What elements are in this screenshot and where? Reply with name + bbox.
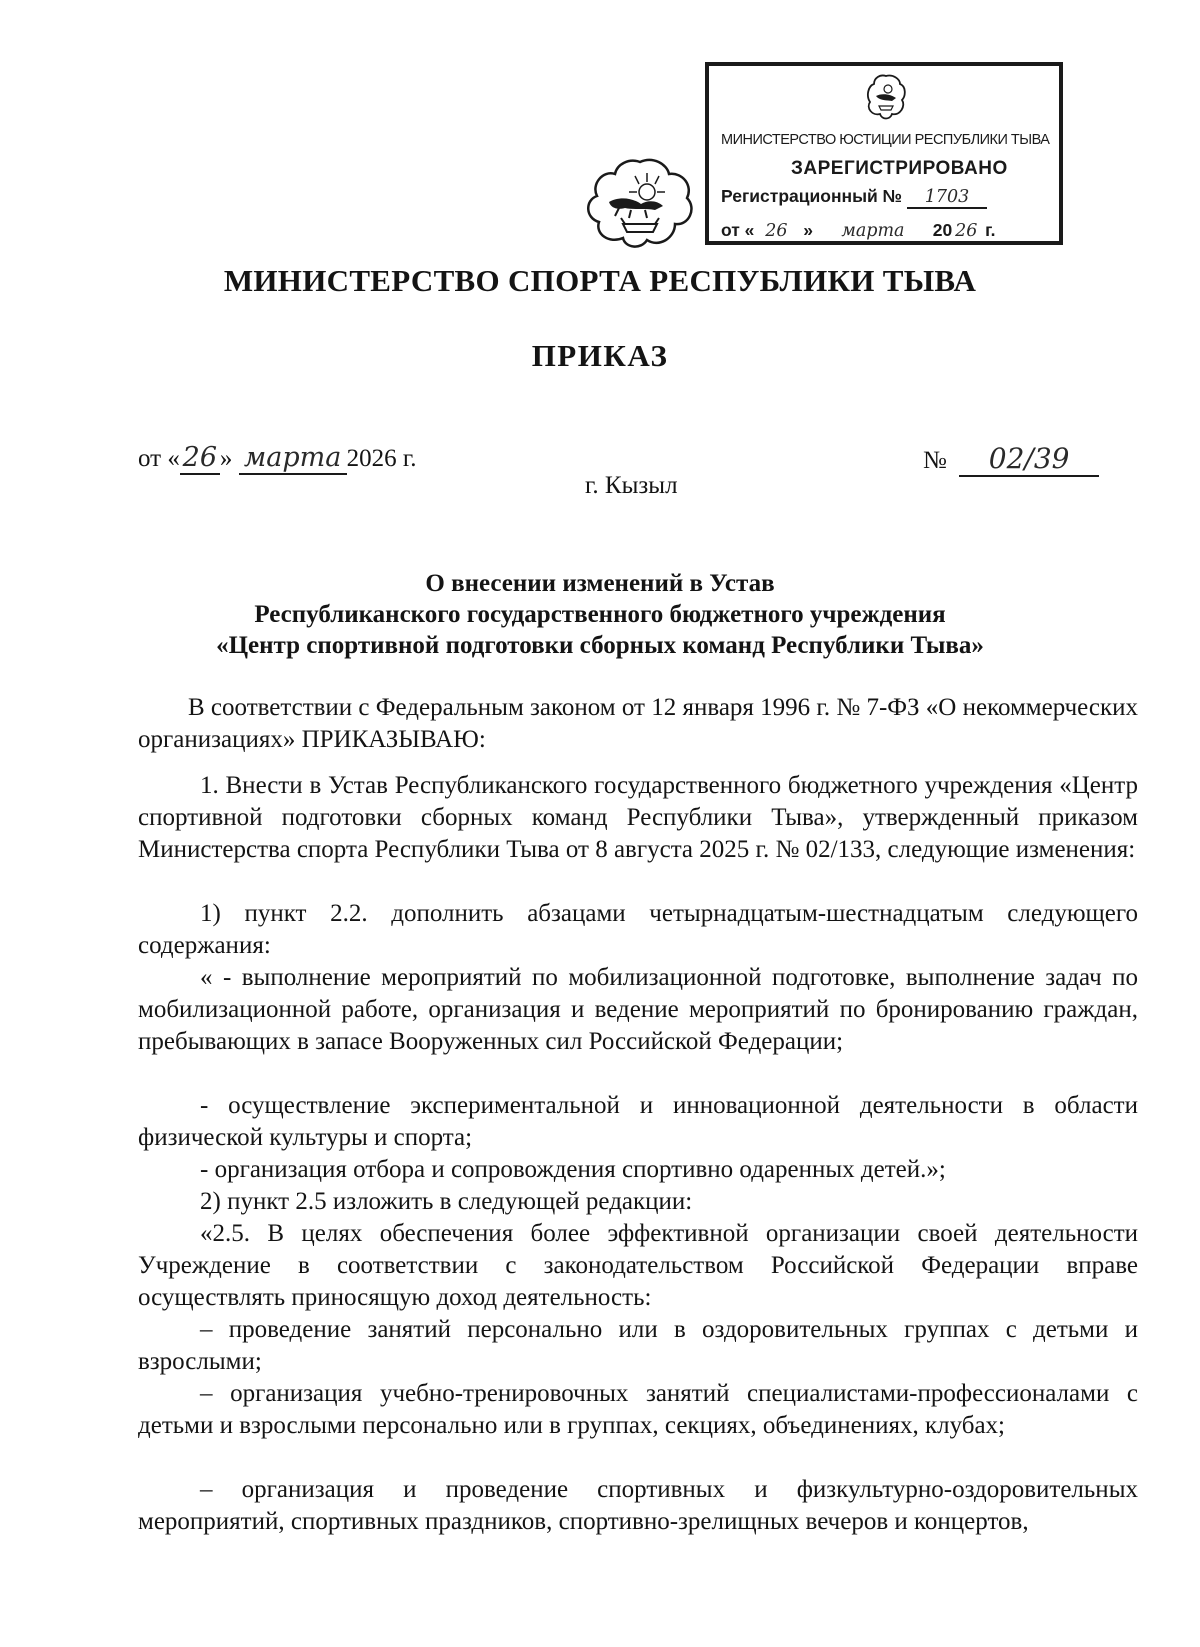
quoted-paragraph: - осуществление экспериментальной и инновационной деятельности в области физической культуры и спорта; [138, 1092, 1138, 1151]
stamp-date-row [721, 220, 996, 243]
tuva-emblem-icon [866, 74, 906, 120]
stamp-year-prefix: 20 [932, 220, 953, 240]
order-date [138, 442, 417, 475]
stamp-ministry-name: МИНИСТЕРСТВО ЮСТИЦИИ РЕСПУБЛИКИ ТЫВА [721, 132, 1050, 148]
subitem-2-paragraph: 2) пункт 2.5 изложить в следующей редакции: [200, 1188, 693, 1215]
tuva-emblem-icon [585, 158, 695, 250]
list-item: – проведение занятий персонально или в оздоровительных группах с детьми и взрослыми; [138, 1316, 1138, 1375]
item-1-paragraph: 1. Внести в Устав Республиканского государственного бюджетного учреждения «Центр спортивной подготовки сборных команд Республики Тыва», утвержденный приказом Министерства спорта Республики Тыва от 8 августа 2025 г. № 02/133, следующие изменения: [138, 772, 1138, 863]
stamp-reg-number: 1703 [907, 187, 987, 209]
order-day: 26 [180, 442, 220, 475]
subject-line: Республиканского государственного бюджетного учреждения [254, 601, 946, 628]
order-month: марта [239, 442, 347, 475]
order-date-prefix: от « [138, 445, 180, 472]
list-item: – организация и проведение спортивных и физкультурно-оздоровительных мероприятий, спортивных праздников, спортивно-зрелищных вечеров и концертов, [138, 1476, 1138, 1535]
stamp-year-end: г. [985, 220, 996, 240]
stamp-registration-row [721, 186, 987, 209]
order-date-sep: » [219, 445, 233, 472]
stamp-date-month: марта [818, 221, 928, 243]
intro-paragraph: В соответствии с Федеральным законом от 12 января 1996 г. № 7-ФЗ «О некоммерческих организациях» ПРИКАЗЫВАЮ: [138, 694, 1139, 753]
stamp-year-suffix: 26 [955, 221, 978, 241]
stamp-date-prefix: от « [721, 220, 755, 240]
list-item: – организация учебно-тренировочных занятий специалистами-профессионалами с детьми и взрослыми персонально или в группах, секциях, объединениях, клубах; [138, 1380, 1138, 1439]
subitem-1-paragraph: 1) пункт 2.2. дополнить абзацами четырнадцатым-шестнадцатым следующего содержания: [138, 900, 1138, 959]
stamp-status: ЗАРЕГИСТРИРОВАНО [791, 158, 1008, 179]
subject-line: «Центр спортивной подготовки сборных команд Республики Тыва» [216, 632, 984, 659]
order-city: г. Кызыл [585, 472, 678, 499]
order-number [923, 442, 1099, 477]
stamp-date-day: 26 [754, 221, 798, 243]
registration-stamp [705, 62, 1063, 245]
order-number-label: № [923, 447, 947, 474]
quoted-paragraph: - организация отбора и сопровождения спортивно одаренных детей.»; [200, 1156, 946, 1183]
stamp-date-sep: » [803, 220, 814, 240]
order-number-value: 02/39 [959, 442, 1099, 477]
document-type-title: ПРИКАЗ [531, 338, 669, 373]
clause-2-5-paragraph: «2.5. В целях обеспечения более эффективной организации своей деятельности Учреждение в соответствии с законодательством Российской Федерации вправе осуществлять приносящую доход деятельность: [138, 1220, 1138, 1311]
order-year: 2026 г. [346, 445, 417, 472]
ministry-title: МИНИСТЕРСТВО СПОРТА РЕСПУБЛИКИ ТЫВА [223, 263, 977, 298]
quoted-paragraph: « - выполнение мероприятий по мобилизационной подготовке, выполнение задач по мобилизационной работе, организация и ведение мероприятий по бронированию граждан, пребывающих в запасе Вооруженных сил Российской Федерации; [138, 964, 1138, 1055]
subject-line: О внесении изменений в Устав [425, 570, 775, 597]
stamp-reg-label: Регистрационный № [721, 186, 903, 206]
